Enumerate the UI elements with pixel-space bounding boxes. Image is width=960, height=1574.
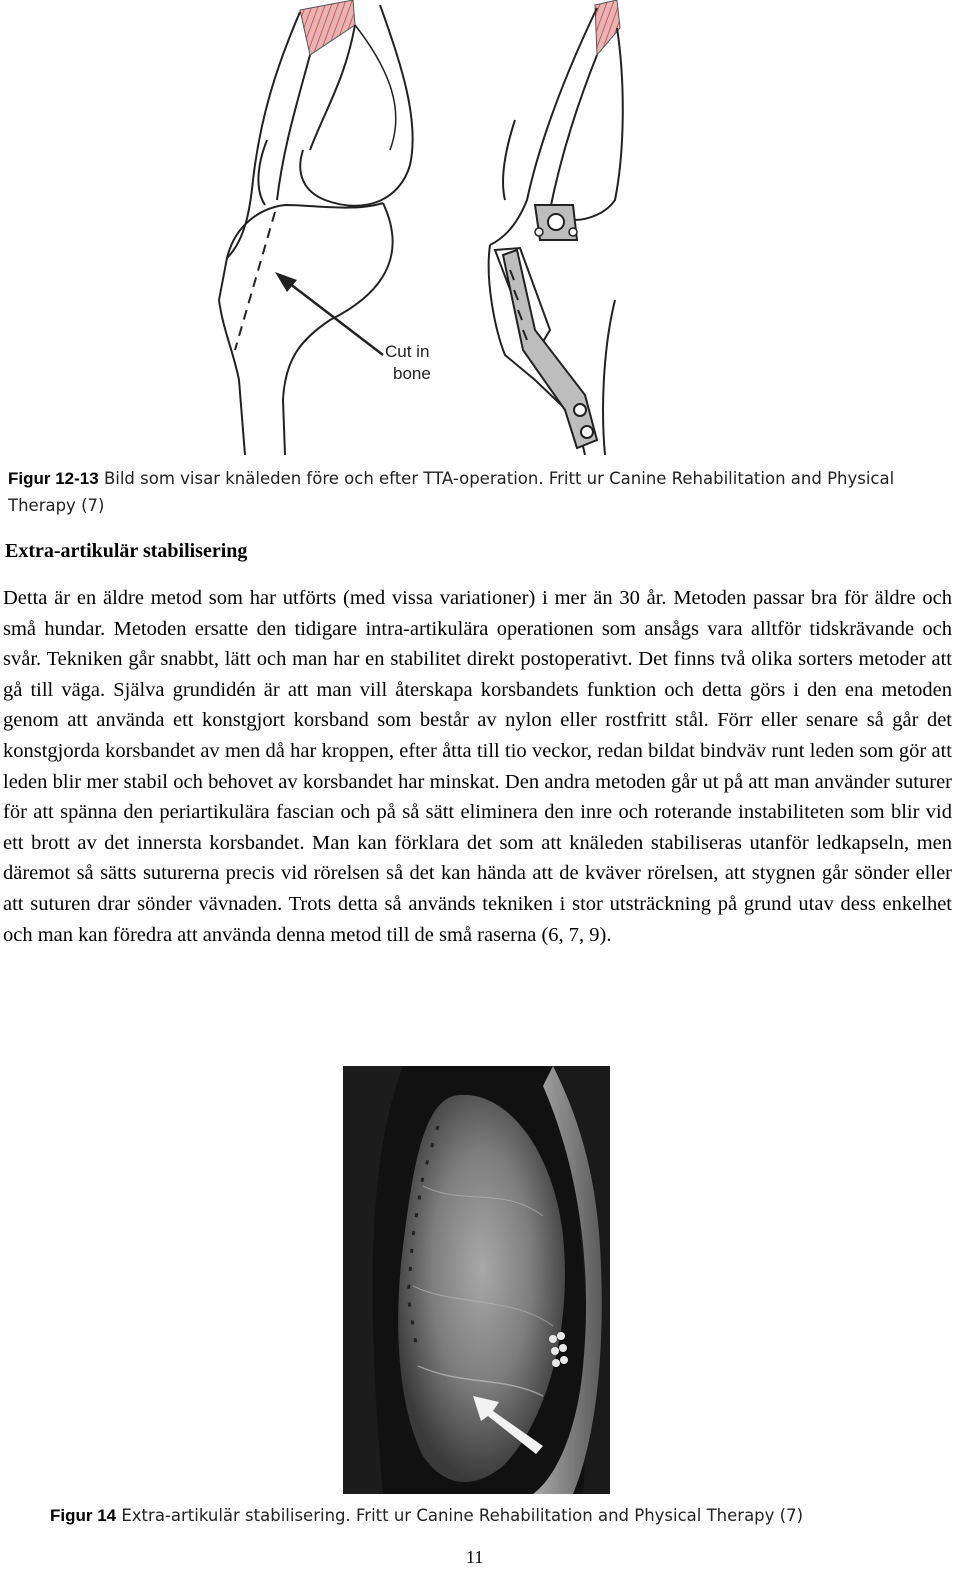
- cut-in-bone-label-2: bone: [393, 364, 431, 383]
- knee-before-drawing: [219, 0, 413, 455]
- tta-cage-implant: [535, 205, 577, 240]
- section-paragraph: Detta är en äldre metod som har utförts (med vissa variationer) i mer än 30 år. Metoden passar bra för äldre och små hundar. Metoden ersatte den tidigare intra-artikulära operationen som ansågs vara alltför tidskrävande och svår. Tekniken går snabbt, lätt och man har en stabilitet direkt postoperativt. Det finns två olika sorters metoder att gå till väga. Själva grundidén är att man vill återskapa korsbandets funktion och detta görs i den ena metoden genom att använda ett konstgjort korsband som består av nylon eller rostfritt stål. Förr eller senare så går det konstgjorda korsbandet av men då har kroppen, efter åtta till tio veckor, redan bildat bindväv runt leden som gör att leden blir mer stabil och behovet av korsbandet har minskat. Den andra metoden går ut på att man använder suturer för att spänna den periartikulära fascian och på så sätt eliminera den inre och roterande instabiliteten som blir vid ett brott av det innersta korsbandet. Man kan förklara det som att knäleden stabiliseras utanför ledkapseln, men däremot så sätts suturerna precis vid rörelsen så det kan hända att de kväver rörelsen, att stygnen går sönder eller att suturen drar sönder vävnaden. Trots detta så används tekniken i stor utsträckning på grund utav dess enkelhet och man kan föredra att använda denna metod till de små raserna (6, 7, 9).: [3, 587, 952, 946]
- section-heading: Extra-artikulär stabilisering: [5, 540, 248, 562]
- cut-in-bone-label-1: Cut in: [385, 342, 430, 361]
- knee-illustration: [205, 0, 625, 455]
- figure-12-13-caption: [8, 465, 938, 519]
- tta-plate-implant: [503, 250, 597, 448]
- figure-14-text: Extra-artikulär stabilisering. Fritt ur Canine Rehabilitation and Physical Therapy (7): [116, 1506, 804, 1525]
- figure-14-label: Figur 14: [50, 1506, 117, 1525]
- figure-12-13-label: Figur 12-13: [8, 469, 99, 488]
- figure-14-caption: [50, 1505, 803, 1526]
- figure-12-13-text: Bild som visar knäleden före och efter TTA-operation. Fritt ur Canine Rehabilitation and Physical Therapy (7): [8, 469, 895, 515]
- page-number: 11: [466, 1547, 484, 1567]
- surgical-photo: [343, 1066, 610, 1494]
